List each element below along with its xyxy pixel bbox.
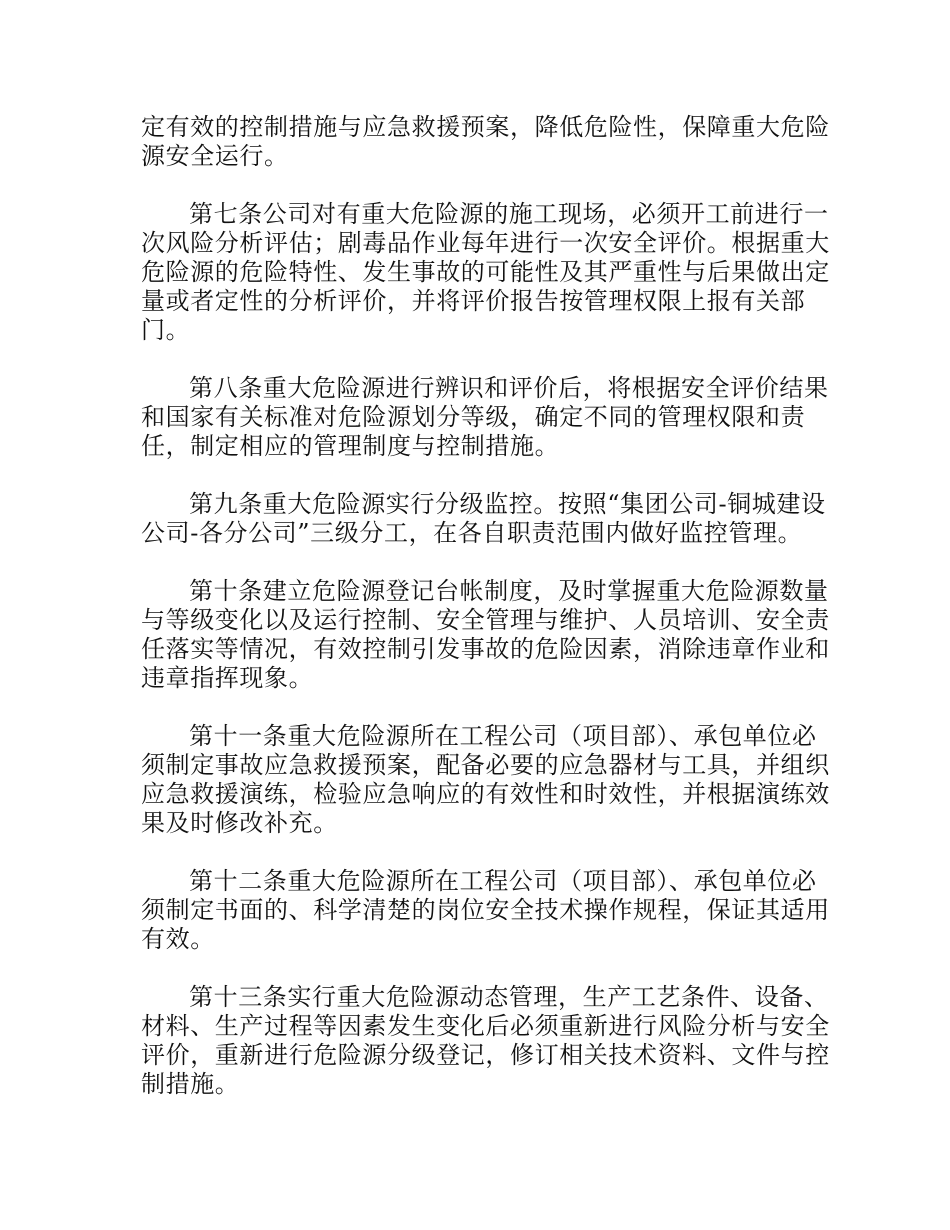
paragraph-article-10: 第十条建立危险源登记台帐制度，及时掌握重大危险源数量与等级变化以及运行控制、安全管理与维护、人员培训、安全责任落实等情况，有效控制引发事故的危险因素，消除违章作业和违章指挥现象。 — [141, 577, 830, 692]
paragraph-article-7: 第七条公司对有重大危险源的施工现场，必须开工前进行一次风险分析评估；剧毒品作业每年进行一次安全评价。根据重大危险源的危险特性、发生事故的可能性及其严重性与后果做出定量或者定性的分析评价，并将评价报告按管理权限上报有关部门。 — [141, 200, 830, 344]
paragraph-article-9: 第九条重大危险源实行分级监控。按照“集团公司-铜城建设公司-各分公司”三级分工，在各自职责范围内做好监控管理。 — [141, 490, 826, 547]
paragraph-article-13: 第十三条实行重大危险源动态管理，生产工艺条件、设备、材料、生产过程等因素发生变化后必须重新进行风险分析与安全评价，重新进行危险源分级登记，修订相关技术资料、文件与控制措施。 — [141, 983, 830, 1098]
paragraph-article-8: 第八条重大危险源进行辨识和评价后，将根据安全评价结果和国家有关标准对危险源划分等级，确定不同的管理权限和责任，制定相应的管理制度与控制措施。 — [141, 374, 829, 460]
paragraph-article-11: 第十一条重大危险源所在工程公司（项目部）、承包单位必须制定事故应急救援预案，配备必要的应急器材与工具，并组织应急救援演练，检验应急响应的有效性和时效性，并根据演练效果及时修改补充。 — [141, 722, 830, 837]
paragraph-continuation: 定有效的控制措施与应急救援预案，降低危险性，保障重大危险源安全运行。 — [141, 113, 830, 170]
paragraph-article-12: 第十二条重大危险源所在工程公司（项目部）、承包单位必须制定书面的、科学清楚的岗位安全技术操作规程，保证其适用有效。 — [141, 867, 830, 953]
document-body — [141, 113, 831, 1128]
